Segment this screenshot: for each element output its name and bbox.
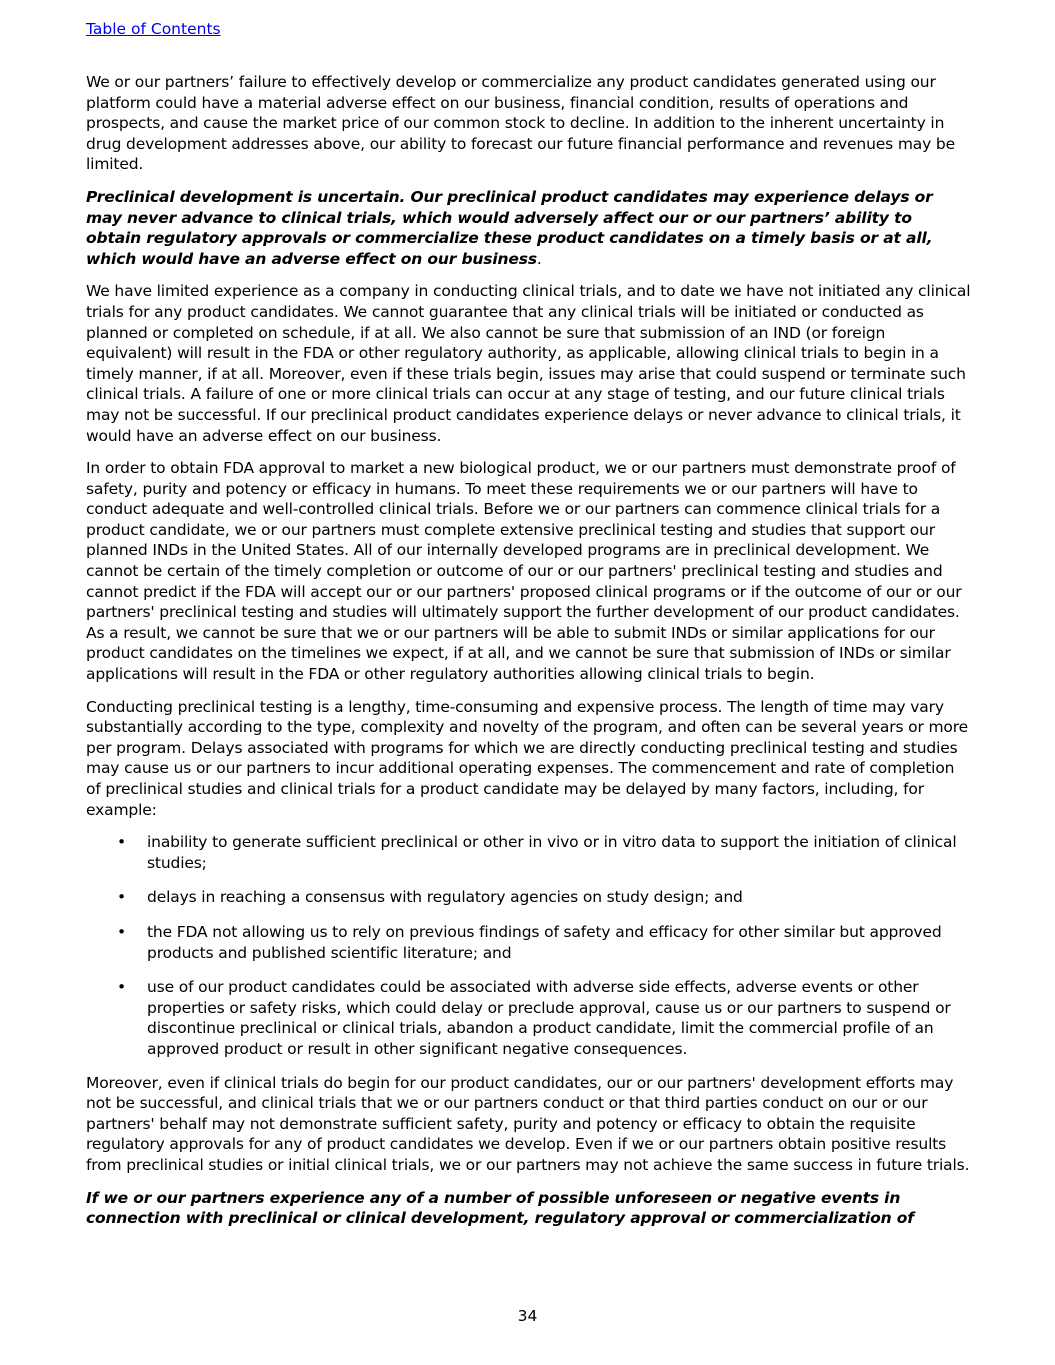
table-of-contents-link[interactable]: Table of Contents [86,20,221,38]
list-item [86,887,971,908]
bullet-icon: • [117,833,126,852]
page-number: 34 [517,1307,538,1325]
bullet-icon: • [117,888,126,907]
delay-factors-list [86,832,971,1059]
paragraph-clinical-trials-success: Moreover, even if clinical trials do begin for our product candidates, our or our partners' development efforts may not be successful, and clinical trials that we or our partners conduct or that third parties conduct on our or our partners' behalf may not demonstrate sufficient safety, purity and potency or efficacy to obtain the requisite regulatory approvals for any of product candidates we develop. Even if we or our partners obtain positive results from preclinical studies or initial clinical trials, we or our partners may not achieve the same success in future trials. [86,1073,970,1174]
risk-heading-preclinical [86,187,971,269]
risk-heading-preclinical-text: Preclinical development is uncertain. Our preclinical product candidates may experience delays or may never advance to clinical trials, which would adversely affect our or our partners’ ability to obtain regulatory approvals or commercialize these product candidates on a timely basis or at all, which would have an adverse effect on our business [86,187,933,268]
list-item-text: use of our product candidates could be associated with adverse side effects, adverse events or other properties or safety risks, which could delay or preclude approval, cause us or our partners to suspend or discontinue preclinical or clinical trials, abandon a product candidate, limit the commercial profile of an approved product or result in other significant negative consequences. [147,978,951,1058]
list-item [86,977,971,1059]
list-item [86,922,971,963]
list-item-text: inability to generate sufficient preclinical or other in vivo or in vitro data to support the initiation of clinical studies; [147,833,957,872]
list-item-text: delays in reaching a consensus with regulatory agencies on study design; and [147,888,743,907]
paragraph-limited-experience: We have limited experience as a company in conducting clinical trials, and to date we have not initiated any clinical trials for any product candidates. We cannot guarantee that any clinical trials will be initiated or conducted as planned or completed on schedule, if at all. We also cannot be sure that submission of an IND (or foreign equivalent) will result in the FDA or other regulatory authority, as applicable, allowing clinical trials to begin in a timely manner, if at all. Moreover, even if these trials begin, issues may arise that could suspend or terminate such clinical trials. A failure of one or more clinical trials can occur at any stage of testing, and our future clinical trials may not be successful. If our preclinical product candidates experience delays or never advance to clinical trials, it would have an adverse effect on our business. [86,282,971,445]
document-page [86,19,971,1241]
bullet-icon: • [117,978,126,997]
bullet-icon: • [117,922,126,941]
paragraph-platform-failure: We or our partners’ failure to effectively develop or commercialize any product candidates generated using our platform could have a material adverse effect on our business, financial condition, results of operations and prospects, and cause the market price of our common stock to decline. In addition to the inherent uncertainty in drug development addresses above, our ability to forecast our future financial performance and revenues may be limited. [86,73,955,174]
list-item [86,832,971,873]
risk-heading-preclinical-period: . [536,249,542,268]
risk-heading-unforeseen-events: If we or our partners experience any of a number of possible unforeseen or negative events in connection with preclinical or clinical development, regulatory approval or commercialization of [86,1188,914,1228]
list-item-text: the FDA not allowing us to rely on previous findings of safety and efficacy for other similar but approved products and published scientific literature; and [147,922,942,962]
paragraph-fda-approval: In order to obtain FDA approval to market a new biological product, we or our partners must demonstrate proof of safety, purity and potency or efficacy in humans. To meet these requirements we or our partners will have to conduct adequate and well-controlled clinical trials. Before we or our partners can commence clinical trials for a product candidate, we or our partners must complete extensive preclinical testing and studies that support our planned INDs in the United States. All of our internally developed programs are in preclinical development. We cannot be certain of the timely completion or outcome of our or our partners' preclinical testing and studies and cannot predict if the FDA will accept our or our partners' proposed clinical programs or if the outcome of our or our partners' preclinical testing and studies will ultimately support the further development of our product candidates. As a result, we cannot be sure that we or our partners will be able to submit INDs or similar applications for our product candidates on the timelines we expect, if at all, and we cannot be sure that submission of INDs or similar applications will result in the FDA or other regulatory authorities allowing clinical trials to begin. [86,459,962,684]
paragraph-preclinical-testing: Conducting preclinical testing is a lengthy, time-consuming and expensive process. The length of time may vary substantially according to the type, complexity and novelty of the program, and often can be several years or more per program. Delays associated with programs for which we are directly conducting preclinical testing and studies may cause us or our partners to incur additional operating expenses. The commencement and rate of completion of preclinical studies and clinical trials for a product candidate may be delayed by many factors, including, for example: [86,697,969,819]
